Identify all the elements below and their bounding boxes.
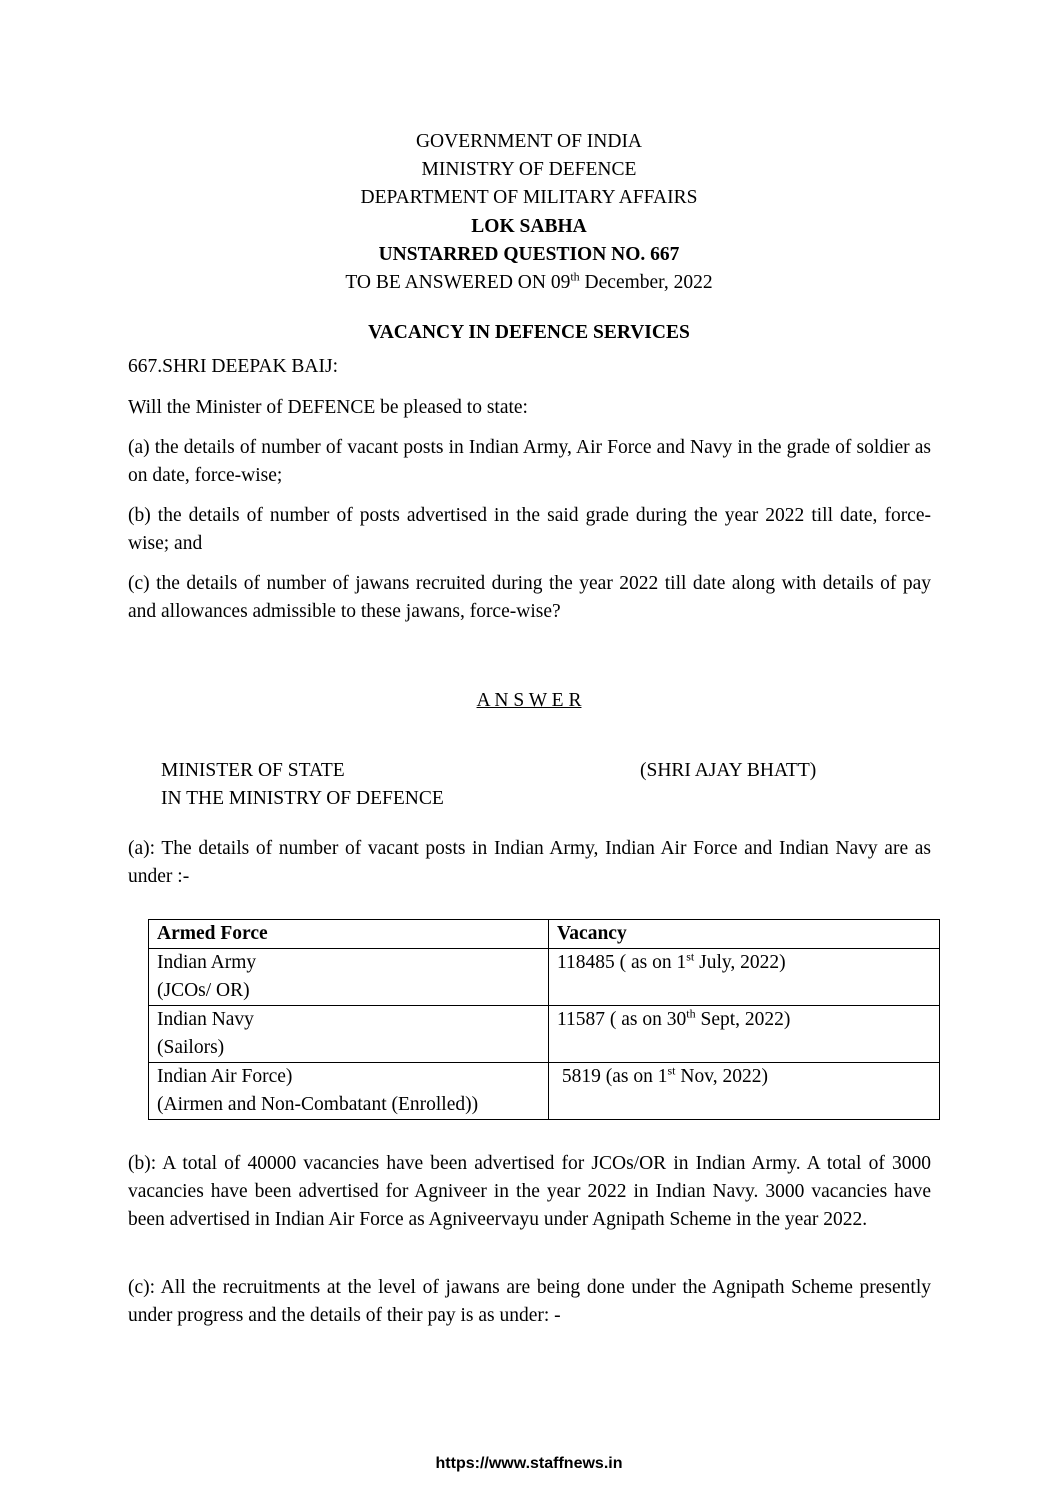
minister-name: (SHRI AJAY BHATT) — [640, 760, 817, 781]
vacancy-date: Sept, 2022) — [695, 1009, 791, 1030]
vacancy-date: Nov, 2022) — [675, 1066, 768, 1087]
force-name: Indian Navy — [157, 1009, 254, 1030]
minister-designation-1: MINISTER OF STATE — [161, 760, 345, 781]
table-header-row — [149, 920, 940, 949]
member-name: 667.SHRI DEEPAK BAIJ: — [128, 356, 339, 377]
header-vacancy: Vacancy — [549, 920, 940, 949]
vacancy-cell — [549, 949, 940, 1006]
answer-b: (b): A total of 40000 vacancies have been advertised for JCOs/OR in Indian Army. A total of 3000 vacancies have been advertised for Agniveer in the year 2022 in Indian Navy. 3000 vacancies have been advertised in Indian Air Force as Agniveervayu under Agnipath Scheme in the year 2022. — [128, 1153, 931, 1230]
answer-c: (c): All the recruitments at the level of jawans are being done under the Agnipath Scheme presently under progress and the details of their pay is as under: - — [128, 1277, 931, 1326]
force-sub: (JCOs/ OR) — [157, 980, 250, 1001]
table-row — [149, 1006, 940, 1063]
question-c: (c) the details of number of jawans recruited during the year 2022 till date along with details of pay and allowances admissible to these jawans, force-wise? — [128, 573, 931, 622]
date-text: TO BE ANSWERED ON 09 — [345, 272, 571, 293]
force-cell — [149, 949, 549, 1006]
force-cell — [149, 1063, 549, 1120]
header-department: DEPARTMENT OF MILITARY AFFAIRS — [360, 187, 698, 208]
date-sup: th — [570, 269, 580, 284]
answer-a: (a): The details of number of vacant posts in Indian Army, Indian Air Force and Indian Navy are as under :- — [128, 838, 931, 887]
header-question-no: UNSTARRED QUESTION NO. 667 — [378, 244, 680, 265]
vacancy-cell — [549, 1063, 940, 1120]
vacancy-sup: st — [667, 1063, 676, 1078]
force-name: Indian Air Force) — [157, 1066, 293, 1087]
table-row — [149, 949, 940, 1006]
question-b: (b) the details of number of posts advertised in the said grade during the year 2022 till date, force-wise; and — [128, 505, 931, 554]
header-armed-force: Armed Force — [149, 920, 549, 949]
force-cell — [149, 1006, 549, 1063]
vacancy-sup: st — [686, 949, 695, 964]
header-ministry: MINISTRY OF DEFENCE — [421, 159, 637, 180]
header-government: GOVERNMENT OF INDIA — [415, 131, 643, 152]
force-name: Indian Army — [157, 952, 257, 973]
header-answer-date — [0, 269, 1058, 297]
answer-heading: A N S W E R — [476, 690, 582, 711]
header-house: LOK SABHA — [471, 216, 587, 237]
vacancy-value: 11587 ( as on 30 — [557, 1009, 687, 1030]
vacancy-sup: th — [686, 1006, 696, 1021]
footer-url[interactable]: https://www.staffnews.in — [435, 1455, 623, 1472]
vacancy-cell — [549, 1006, 940, 1063]
question-a: (a) the details of number of vacant posts in Indian Army, Air Force and Navy in the grade of soldier as on date, force-wise; — [128, 437, 931, 486]
vacancy-date: July, 2022) — [694, 952, 786, 973]
vacancy-table — [148, 919, 940, 1120]
force-sub: (Airmen and Non-Combatant (Enrolled)) — [157, 1094, 479, 1115]
date-text-end: December, 2022 — [579, 272, 713, 293]
force-sub: (Sailors) — [157, 1037, 225, 1058]
document-title: VACANCY IN DEFENCE SERVICES — [368, 322, 690, 343]
vacancy-value: 118485 ( as on 1 — [557, 952, 687, 973]
vacancy-value: 5819 (as on 1 — [557, 1066, 668, 1087]
question-intro: Will the Minister of DEFENCE be pleased to state: — [128, 397, 528, 418]
table-row — [149, 1063, 940, 1120]
minister-designation-2: IN THE MINISTRY OF DEFENCE — [161, 788, 444, 809]
